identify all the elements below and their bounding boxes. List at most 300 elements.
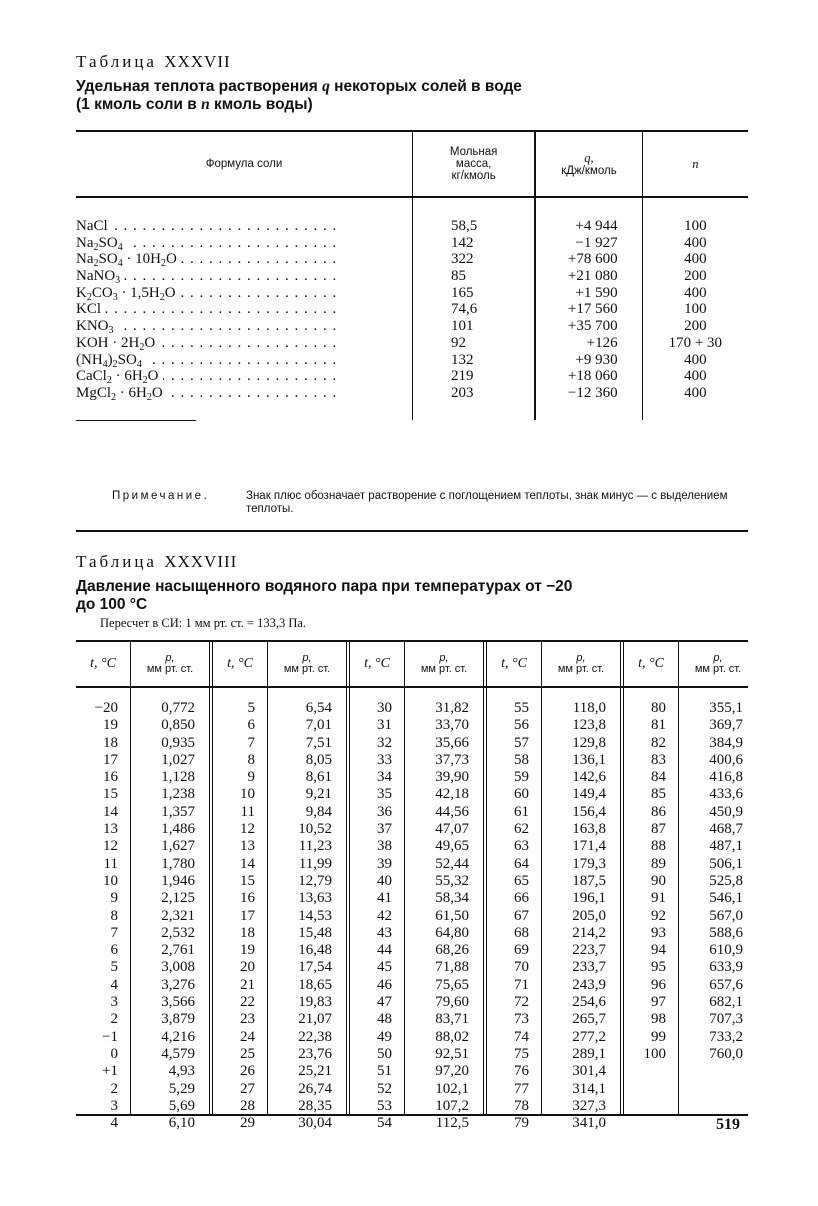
- temperature-cell: +1: [102, 1063, 118, 1080]
- temperature-cell: 24: [240, 1028, 255, 1045]
- header-symbol: p,: [165, 652, 175, 664]
- temperature-cell: 46: [377, 976, 392, 993]
- temperature-cell: 84: [651, 769, 666, 786]
- header-symbol: n: [692, 157, 699, 171]
- column-group: [483, 688, 620, 1132]
- title-text: (1 кмоль соли в: [76, 96, 202, 113]
- title-symbol-q: q: [322, 78, 330, 95]
- header-label: мм рт. ст.: [146, 663, 194, 675]
- temperature-cell: 85: [651, 786, 666, 803]
- pressure-cell: 8,61: [305, 769, 332, 786]
- header-label: мм рт. ст.: [694, 663, 742, 675]
- pressure-cell: 97,20: [435, 1063, 469, 1080]
- temperature-cell: 9: [110, 890, 118, 907]
- temperature-cell: 67: [514, 907, 529, 924]
- header-label: t, °C: [501, 656, 527, 671]
- column-group: [76, 688, 209, 1132]
- pressure-cell: 289,1: [572, 1045, 606, 1062]
- header-symbol: p,: [713, 652, 723, 664]
- temperature-cell: 13: [103, 821, 118, 838]
- pressure-cell: 55,32: [435, 872, 469, 889]
- pressure-cell: 4,579: [161, 1045, 195, 1062]
- pressure-cell: 265,7: [572, 1011, 606, 1028]
- pressure-cell: 314,1: [572, 1080, 606, 1097]
- caption-number: XXXVIII: [164, 552, 238, 571]
- temperature-cell: 53: [377, 1097, 392, 1114]
- pressure-cell: 3,276: [161, 976, 195, 993]
- pressure-cell: 17,54: [298, 959, 332, 976]
- temperature-cell: 36: [377, 803, 392, 820]
- temperature-cell: −20: [94, 700, 118, 716]
- header-temperature: [624, 642, 678, 686]
- temperature-cell: 40: [377, 872, 392, 889]
- temperature-cell: 5: [110, 959, 118, 976]
- pressure-cell: 2,532: [161, 924, 195, 941]
- pressure-cell: 9,21: [305, 786, 332, 803]
- temperature-cell: 10: [240, 786, 255, 803]
- title-text: Давление насыщенного водяного пара при температурах от −20: [76, 578, 573, 595]
- salt-formula: KCl: [76, 301, 105, 317]
- pressure-cell: 15,48: [298, 924, 332, 941]
- temperature-cell: 16: [240, 890, 255, 907]
- temperature-cell: 20: [240, 959, 255, 976]
- pressure-cell: 525,8: [709, 872, 743, 889]
- pressure-column: [267, 688, 346, 1132]
- table37: [76, 130, 748, 421]
- temperature-cell: 59: [514, 769, 529, 786]
- temperature-cell: 45: [377, 959, 392, 976]
- pressure-cell: 22,38: [298, 1028, 332, 1045]
- temperature-column: [624, 688, 678, 1114]
- temperature-cell: 83: [651, 751, 666, 768]
- title-symbol-n: n: [201, 96, 210, 113]
- temperature-cell: 70: [514, 959, 529, 976]
- page-number: 519: [716, 1116, 740, 1133]
- temperature-cell: 6: [247, 717, 255, 734]
- molar-mass-cell: 219: [450, 368, 474, 385]
- header-group: [76, 642, 209, 686]
- header-temperature: [213, 642, 267, 686]
- temperature-cell: 12: [103, 838, 118, 855]
- table37-title: [76, 78, 748, 114]
- pressure-cell: 5,69: [168, 1097, 195, 1114]
- n-cell: 400: [684, 234, 707, 251]
- q-cell: +126: [586, 334, 618, 351]
- temperature-cell: 11: [240, 803, 255, 820]
- temperature-cell: 54: [377, 1115, 392, 1132]
- table37-body: [76, 198, 748, 420]
- header-group: [209, 642, 346, 686]
- note-label: Примечание.: [112, 490, 210, 502]
- pressure-cell: 49,65: [435, 838, 469, 855]
- pressure-cell: 468,7: [709, 821, 743, 838]
- temperature-cell: 34: [377, 769, 392, 786]
- table38-header: [76, 640, 748, 688]
- temperature-cell: 77: [514, 1080, 529, 1097]
- table37-caption: [76, 52, 748, 72]
- temperature-cell: 21: [240, 976, 255, 993]
- molar-mass-cell: 132: [450, 351, 474, 368]
- pressure-cell: 1,627: [161, 838, 195, 855]
- molar-mass-cell: 101: [450, 318, 474, 335]
- formula-cell: [76, 318, 412, 335]
- salt-formula: KOH · $2H_2O$: [76, 335, 159, 351]
- pressure-cell: 506,1: [709, 855, 743, 872]
- temperature-cell: 29: [240, 1115, 255, 1132]
- table38: [76, 640, 748, 1132]
- pressure-cell: 8,05: [305, 751, 332, 768]
- pressure-cell: 16,48: [298, 942, 332, 959]
- temperature-cell: 8: [247, 751, 255, 768]
- temperature-cell: 81: [651, 717, 666, 734]
- pressure-cell: 163,8: [572, 821, 606, 838]
- header-molar-mass: [412, 132, 534, 196]
- pressure-cell: 4,93: [168, 1063, 195, 1080]
- temperature-cell: 52: [377, 1080, 392, 1097]
- temperature-column: [213, 688, 267, 1132]
- n-column: [642, 198, 748, 420]
- pressure-cell: 42,18: [435, 786, 469, 803]
- q-cell: +17 560: [567, 301, 618, 318]
- header-pressure: [678, 642, 757, 686]
- pressure-cell: 1,780: [161, 855, 195, 872]
- formula-cell: [76, 251, 412, 268]
- temperature-cell: 80: [651, 700, 666, 716]
- temperature-cell: 57: [514, 734, 529, 751]
- pressure-cell: 205,0: [572, 907, 606, 924]
- temperature-cell: 13: [240, 838, 255, 855]
- pressure-cell: 142,6: [572, 769, 606, 786]
- pressure-cell: 355,1: [709, 700, 743, 716]
- header-n: [642, 132, 748, 196]
- temperature-cell: 2: [110, 1080, 118, 1097]
- pressure-cell: 433,6: [709, 786, 743, 803]
- header-label: мм рт. ст.: [283, 663, 331, 675]
- pressure-column: [678, 688, 757, 1114]
- pressure-cell: 61,50: [435, 907, 469, 924]
- pressure-cell: 2,761: [161, 942, 195, 959]
- temperature-cell: 7: [247, 734, 255, 751]
- si-conversion-note: Пересчет в СИ: 1 мм рт. ст. = 133,3 Па.: [100, 616, 307, 630]
- temperature-cell: 60: [514, 786, 529, 803]
- pressure-cell: 7,01: [305, 717, 332, 734]
- pressure-cell: 1,357: [161, 803, 195, 820]
- temperature-cell: 98: [651, 1011, 666, 1028]
- temperature-cell: 6: [110, 942, 118, 959]
- temperature-cell: 94: [651, 942, 666, 959]
- pressure-cell: 88,02: [435, 1028, 469, 1045]
- pressure-cell: 92,51: [435, 1045, 469, 1062]
- molar-mass-cell: 58,5: [450, 218, 478, 234]
- pressure-cell: 10,52: [298, 821, 332, 838]
- salt-formula: $Na_2SO_4$: [76, 235, 127, 251]
- pressure-cell: 31,82: [435, 700, 469, 716]
- column-group: [209, 688, 346, 1132]
- pressure-column: [541, 688, 620, 1132]
- temperature-column: [350, 688, 404, 1132]
- header-label: t, °C: [364, 656, 390, 671]
- caption-word: Таблица: [76, 552, 157, 571]
- temperature-cell: 8: [110, 907, 118, 924]
- molar-mass-cell: 322: [450, 251, 474, 268]
- pressure-cell: 0,772: [161, 700, 195, 716]
- temperature-column: [76, 688, 130, 1132]
- temperature-cell: 17: [103, 751, 118, 768]
- temperature-cell: 5: [247, 700, 255, 716]
- temperature-cell: 0: [110, 1045, 118, 1062]
- formula-cell: [76, 218, 412, 235]
- temperature-cell: 69: [514, 942, 529, 959]
- temperature-cell: 50: [377, 1045, 392, 1062]
- salt-formula: $K_2CO_3 \cdot 1,5H_2O$: [76, 285, 180, 301]
- pressure-cell: 83,71: [435, 1011, 469, 1028]
- n-cell: 400: [684, 368, 707, 385]
- pressure-cell: 4,216: [161, 1028, 195, 1045]
- formula-cell: [76, 352, 412, 369]
- pressure-cell: 47,07: [435, 821, 469, 838]
- temperature-cell: 66: [514, 890, 529, 907]
- temperature-cell: 3: [110, 1097, 118, 1114]
- pressure-cell: 107,2: [435, 1097, 469, 1114]
- temperature-cell: 44: [377, 942, 392, 959]
- pressure-cell: 11,99: [298, 855, 332, 872]
- pressure-cell: 28,35: [298, 1097, 332, 1114]
- n-cell: 400: [684, 384, 707, 401]
- n-cell: 100: [684, 301, 707, 318]
- pressure-cell: 23,76: [298, 1045, 332, 1062]
- header-temperature: [350, 642, 404, 686]
- pressure-cell: 633,9: [709, 959, 743, 976]
- temperature-cell: 87: [651, 821, 666, 838]
- temperature-cell: 25: [240, 1045, 255, 1062]
- table38-body: [76, 688, 748, 1132]
- temperature-cell: 91: [651, 890, 666, 907]
- pressure-cell: 136,1: [572, 751, 606, 768]
- formula-cell: [76, 285, 412, 302]
- temperature-cell: 22: [240, 994, 255, 1011]
- header-group: [620, 642, 757, 686]
- pressure-cell: 112,5: [435, 1115, 469, 1132]
- pressure-cell: 233,7: [572, 959, 606, 976]
- temperature-cell: 56: [514, 717, 529, 734]
- pressure-cell: 733,2: [709, 1028, 743, 1045]
- temperature-column: [487, 688, 541, 1132]
- temperature-cell: 4: [110, 1115, 118, 1132]
- pressure-cell: 1,486: [161, 821, 195, 838]
- pressure-cell: 196,1: [572, 890, 606, 907]
- temperature-cell: 38: [377, 838, 392, 855]
- temperature-cell: 10: [103, 872, 118, 889]
- temperature-cell: 33: [377, 751, 392, 768]
- pressure-cell: 3,566: [161, 994, 195, 1011]
- temperature-cell: 95: [651, 959, 666, 976]
- header-label: Формула соли: [205, 158, 283, 170]
- caption-number: XXXVII: [164, 52, 231, 71]
- temperature-cell: 61: [514, 803, 529, 820]
- temperature-cell: 37: [377, 821, 392, 838]
- temperature-cell: 3: [110, 994, 118, 1011]
- column-group: [346, 688, 483, 1132]
- salt-formula: CaCl$_2$ · $6H_2O$: [76, 368, 163, 384]
- temperature-cell: 88: [651, 838, 666, 855]
- temperature-cell: 14: [240, 855, 255, 872]
- salt-formula: $Na_2SO_4 \cdot 10H_2O$: [76, 251, 181, 267]
- temperature-cell: 75: [514, 1045, 529, 1062]
- header-pressure: [541, 642, 620, 686]
- pressure-cell: 1,946: [161, 872, 195, 889]
- pressure-cell: 760,0: [709, 1045, 743, 1062]
- temperature-cell: 47: [377, 994, 392, 1011]
- pressure-cell: 1,027: [161, 751, 195, 768]
- header-pressure: [130, 642, 209, 686]
- molar-mass-cell: 203: [450, 384, 474, 401]
- temperature-cell: −1: [102, 1028, 118, 1045]
- temperature-cell: 39: [377, 855, 392, 872]
- temperature-cell: 23: [240, 1011, 255, 1028]
- temperature-cell: 42: [377, 907, 392, 924]
- pressure-cell: 25,21: [298, 1063, 332, 1080]
- temperature-cell: 2: [110, 1011, 118, 1028]
- pressure-cell: 254,6: [572, 994, 606, 1011]
- pressure-cell: 39,90: [435, 769, 469, 786]
- header-label: мм рт. ст.: [420, 663, 468, 675]
- pressure-cell: 102,1: [435, 1080, 469, 1097]
- temperature-cell: 43: [377, 924, 392, 941]
- pressure-cell: 384,9: [709, 734, 743, 751]
- pressure-cell: 58,34: [435, 890, 469, 907]
- temperature-cell: 55: [514, 700, 529, 716]
- temperature-cell: 35: [377, 786, 392, 803]
- caption-word: Таблица: [76, 52, 157, 71]
- header-temperature: [487, 642, 541, 686]
- salt-formula: $(NH_4)_2SO_4$: [76, 352, 146, 368]
- pressure-cell: 26,74: [298, 1080, 332, 1097]
- formula-cell: [76, 368, 412, 385]
- header-label: t, °C: [638, 656, 664, 671]
- temperature-cell: 30: [377, 700, 392, 716]
- pressure-cell: 19,83: [298, 994, 332, 1011]
- temperature-cell: 49: [377, 1028, 392, 1045]
- pressure-cell: 75,65: [435, 976, 469, 993]
- pressure-cell: 2,125: [161, 890, 195, 907]
- pressure-cell: 450,9: [709, 803, 743, 820]
- temperature-cell: 27: [240, 1080, 255, 1097]
- pressure-cell: 149,4: [572, 786, 606, 803]
- temperature-cell: 86: [651, 803, 666, 820]
- temperature-cell: 74: [514, 1028, 529, 1045]
- n-cell: 200: [684, 268, 707, 285]
- pressure-column: [404, 688, 483, 1132]
- q-cell: +35 700: [567, 318, 618, 335]
- temperature-cell: 99: [651, 1028, 666, 1045]
- pressure-cell: 12,79: [298, 872, 332, 889]
- n-cell: 200: [684, 318, 707, 335]
- pressure-cell: 341,0: [572, 1115, 606, 1132]
- molar-mass-cell: 142: [450, 234, 474, 251]
- pressure-cell: 1,238: [161, 786, 195, 803]
- header-group: [483, 642, 620, 686]
- temperature-cell: 17: [240, 907, 255, 924]
- pressure-cell: 156,4: [572, 803, 606, 820]
- header-label: Мольная: [449, 146, 498, 158]
- title-text: некоторых солей в воде: [329, 78, 522, 95]
- temperature-cell: 26: [240, 1063, 255, 1080]
- title-text: до 100 °С: [76, 596, 148, 613]
- q-cell: +9 930: [575, 351, 618, 368]
- header-symbol: q,: [584, 150, 594, 165]
- q-cell: +1 590: [575, 284, 618, 301]
- temperature-cell: 90: [651, 872, 666, 889]
- table38-caption: [76, 552, 237, 572]
- n-cell: 100: [684, 218, 707, 234]
- pressure-cell: 21,07: [298, 1011, 332, 1028]
- molar-mass-cell: 92: [450, 334, 466, 351]
- pressure-cell: 123,8: [572, 717, 606, 734]
- pressure-cell: 610,9: [709, 942, 743, 959]
- header-pressure: [404, 642, 483, 686]
- n-cell: 400: [684, 284, 707, 301]
- pressure-cell: 30,04: [298, 1115, 332, 1132]
- formula-cell: [76, 301, 412, 318]
- pressure-cell: 416,8: [709, 769, 743, 786]
- temperature-cell: 31: [377, 717, 392, 734]
- n-cell: 400: [684, 351, 707, 368]
- pressure-cell: 7,51: [305, 734, 332, 751]
- temperature-cell: 7: [110, 924, 118, 941]
- header-formula: [76, 132, 412, 196]
- temperature-cell: 96: [651, 976, 666, 993]
- temperature-cell: 63: [514, 838, 529, 855]
- pressure-cell: 79,60: [435, 994, 469, 1011]
- pressure-cell: 487,1: [709, 838, 743, 855]
- pressure-cell: 546,1: [709, 890, 743, 907]
- salt-formula: $KNO_3$: [76, 318, 118, 334]
- header-label: кг/кмоль: [451, 170, 496, 182]
- temperature-cell: 82: [651, 734, 666, 751]
- pressure-cell: 6,54: [305, 700, 332, 716]
- pressure-cell: 129,8: [572, 734, 606, 751]
- header-label: кДж/кмоль: [561, 164, 617, 177]
- header-q: [534, 132, 641, 196]
- pressure-cell: 0,850: [161, 717, 195, 734]
- column-group: [620, 688, 757, 1114]
- formula-column: [76, 198, 412, 420]
- pressure-cell: 327,3: [572, 1097, 606, 1114]
- formula-cell: [76, 268, 412, 285]
- pressure-cell: 2,321: [161, 907, 195, 924]
- pressure-cell: 682,1: [709, 994, 743, 1011]
- pressure-cell: 14,53: [298, 907, 332, 924]
- temperature-cell: 28: [240, 1097, 255, 1114]
- molar-mass-cell: 165: [450, 284, 474, 301]
- q-cell: +18 060: [567, 368, 618, 385]
- temperature-cell: 18: [240, 924, 255, 941]
- pressure-cell: 3,008: [161, 959, 195, 976]
- pressure-cell: 171,4: [572, 838, 606, 855]
- pressure-cell: 1,128: [161, 769, 195, 786]
- salt-formula: NaCl: [76, 218, 112, 234]
- header-symbol: p,: [439, 652, 449, 664]
- pressure-cell: 64,80: [435, 924, 469, 941]
- pressure-cell: 301,4: [572, 1063, 606, 1080]
- pressure-cell: 5,29: [168, 1080, 195, 1097]
- title-text: Удельная теплота растворения: [76, 78, 323, 95]
- molar-mass-cell: 74,6: [450, 301, 478, 318]
- n-cell: 400: [684, 251, 707, 268]
- temperature-cell: 41: [377, 890, 392, 907]
- q-cell: +4 944: [575, 218, 618, 234]
- pressure-cell: 567,0: [709, 907, 743, 924]
